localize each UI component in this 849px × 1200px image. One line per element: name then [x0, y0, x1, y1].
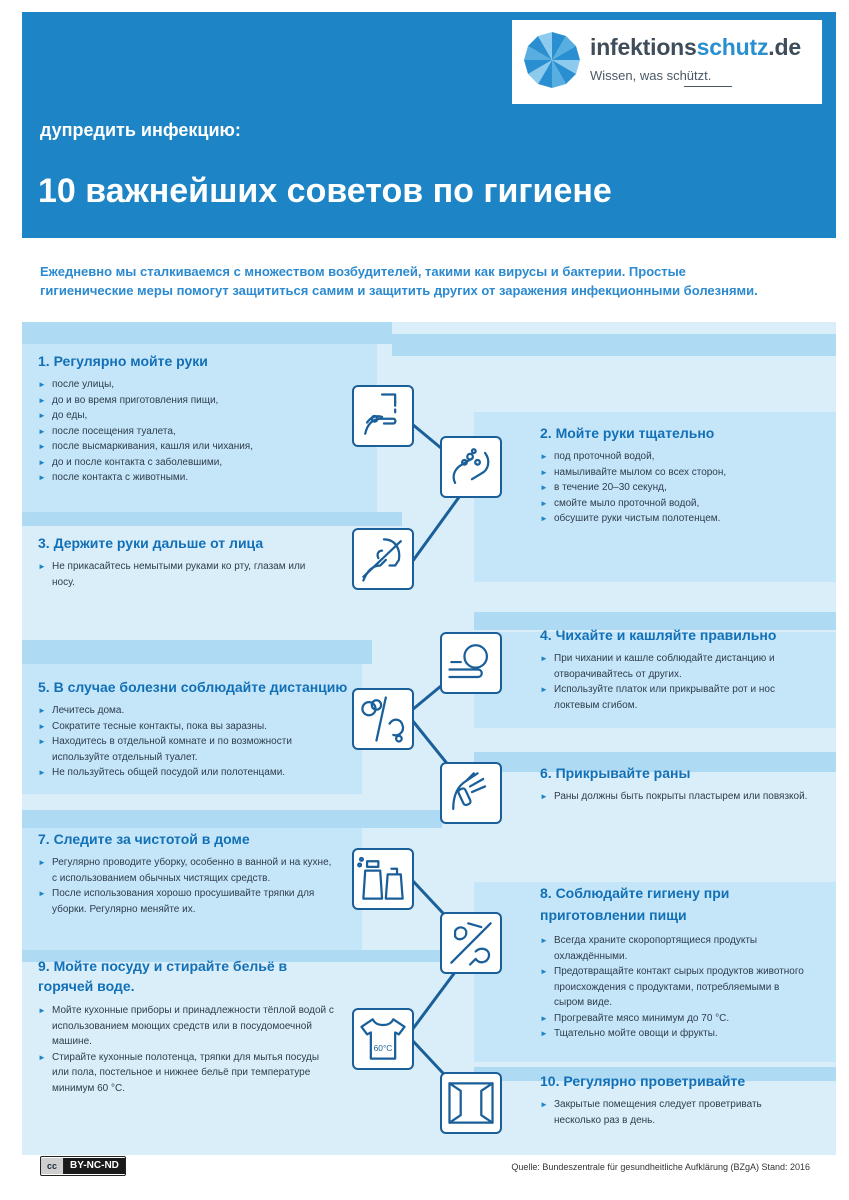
tip-list	[540, 651, 822, 713]
list-item: ► под проточной водой,	[540, 449, 810, 465]
list-item: ► до и во время приготовления пищи,	[38, 393, 338, 409]
tip-title: 6. Прикрывайте раны	[540, 765, 691, 781]
tip-3	[38, 534, 338, 590]
tip-4	[540, 626, 822, 713]
header-kicker: дупредить инфекцию:	[40, 120, 241, 140]
tip-list	[540, 449, 810, 527]
cleaning-spray-icon	[352, 848, 414, 910]
list-item: ► Раны должны быть покрыты пластырем или повязкой.	[540, 789, 822, 805]
tip-2	[540, 424, 810, 527]
list-item: ► Не пользуйтесь общей посудой или полотенцами.	[38, 765, 338, 781]
list-item: ► После использования хорошо просушивайте тряпки для уборки. Регулярно меняйте их.	[38, 886, 338, 917]
tip-title: 5. В случае болезни соблюдайте дистанцию	[38, 679, 348, 695]
list-item: ► после контакта с животными.	[38, 470, 338, 486]
list-item: ► до и после контакта с заболевшими,	[38, 455, 338, 471]
tip-list	[38, 855, 338, 917]
list-item: ► Мойте кухонные приборы и принадлежности тёплой водой с использованием моющих средств или в посудомоечной машине.	[38, 1003, 338, 1050]
tip-8	[540, 882, 810, 1042]
tip-7	[38, 830, 338, 917]
tip-list	[38, 1003, 338, 1096]
list-item: ► до еды,	[38, 408, 338, 424]
food-hygiene-icon	[440, 912, 502, 974]
page-title: 10 важнейших советов по гигиене	[38, 172, 612, 210]
list-item: ► после посещения туалета,	[38, 424, 338, 440]
license-text: BY-NC-ND	[64, 1158, 125, 1174]
tip-list	[540, 1097, 810, 1128]
window-icon	[440, 1072, 502, 1134]
list-item: ► Предотвращайте контакт сырых продуктов животного происхождения с продуктами, потребляемыми в сыром виде.	[540, 964, 810, 1011]
list-item: ► Закрытые помещения следует проветривать несколько раз в день.	[540, 1097, 810, 1128]
temperature-label: 60°C	[373, 1043, 393, 1054]
list-item: ► намыливайте мылом со всех сторон,	[540, 465, 810, 481]
list-item: ► Прогревайте мясо минимум до 70 °C.	[540, 1011, 810, 1027]
no-face-touch-icon	[352, 528, 414, 590]
logo-wordmark: infektionsschutz.de	[590, 34, 801, 60]
tip-9	[38, 956, 338, 1096]
sneeze-elbow-icon	[440, 632, 502, 694]
list-item: ► смойте мыло проточной водой,	[540, 496, 810, 512]
tip-6	[540, 764, 822, 805]
tip-title: 4. Чихайте и кашляйте правильно	[540, 627, 777, 643]
hand-wash-icon	[352, 385, 414, 447]
license-badge	[40, 1156, 126, 1176]
tip-title: 9. Мойте посуду и стирайте бельё в горячей воде.	[38, 958, 288, 994]
source-note: Quelle: Bundeszentrale für gesundheitliche Aufklärung (BZgA) Stand: 2016	[511, 1162, 810, 1172]
tip-list	[38, 377, 338, 486]
list-item: ► Всегда храните скоропортящиеся продукты охлаждёнными.	[540, 933, 810, 964]
tip-title: 10. Регулярно проветривайте	[540, 1073, 746, 1089]
list-item: ► Регулярно проводите уборку, особенно в ванной и на кухне, с использованием обычных чистящих средств.	[38, 855, 338, 886]
list-item: ► после высмаркивания, кашля или чихания,	[38, 439, 338, 455]
tip-title: 8. Соблюдайте гигиену при приготовлении пищи	[540, 885, 730, 923]
intro-text: Ежедневно мы сталкиваемся с множеством возбудителей, такими как вирусы и бактерии. Простые гигиенические меры помогут защититься самим и защитить других от заражения инфекционными болезнями.	[40, 264, 758, 298]
soap-hands-icon	[440, 436, 502, 498]
list-item: ► Стирайте кухонные полотенца, тряпки для мытья посуды или пола, постельное и нижнее бельё при температуре минимум 60 °C.	[38, 1050, 338, 1097]
cc-icon: cc	[41, 1158, 64, 1174]
list-item: ► Используйте платок или прикрывайте рот и нос локтевым сгибом.	[540, 682, 822, 713]
list-item: ► Находитесь в отдельной комнате и по возможности используйте отдельный туалет.	[38, 734, 338, 765]
tip-list	[540, 933, 810, 1042]
list-item: ► При чихании и кашле соблюдайте дистанцию и отворачивайтесь от других.	[540, 651, 822, 682]
list-item: ► после улицы,	[38, 377, 338, 393]
tip-5	[38, 678, 368, 781]
bandage-hand-icon	[440, 762, 502, 824]
tip-title: 2. Мойте руки тщательно	[540, 425, 715, 441]
tip-10	[540, 1072, 810, 1128]
list-item: ► Лечитесь дома.	[38, 703, 338, 719]
tip-title: 3. Держите руки дальше от лица	[38, 535, 264, 551]
shirt-60c-icon	[352, 1008, 414, 1070]
list-item: ► обсушите руки чистым полотенцем.	[540, 511, 810, 527]
list-item: ► Сократите тесные контакты, пока вы заразны.	[38, 719, 338, 735]
infographic-page	[22, 12, 836, 1190]
logo-slogan: Wissen, was schützt.	[590, 68, 712, 83]
tip-title: 1. Регулярно мойте руки	[38, 353, 208, 369]
list-item: ► в течение 20–30 секунд,	[540, 480, 810, 496]
tip-1	[38, 352, 338, 486]
tip-title: 7. Следите за чистотой в доме	[38, 831, 250, 847]
tip-list	[540, 789, 822, 805]
tip-list	[38, 559, 308, 590]
list-item: ► Тщательно мойте овощи и фрукты.	[540, 1026, 810, 1042]
tip-list	[38, 703, 338, 781]
list-item: ► Не прикасайтесь немытыми руками ко рту, глазам или носу.	[38, 559, 308, 590]
